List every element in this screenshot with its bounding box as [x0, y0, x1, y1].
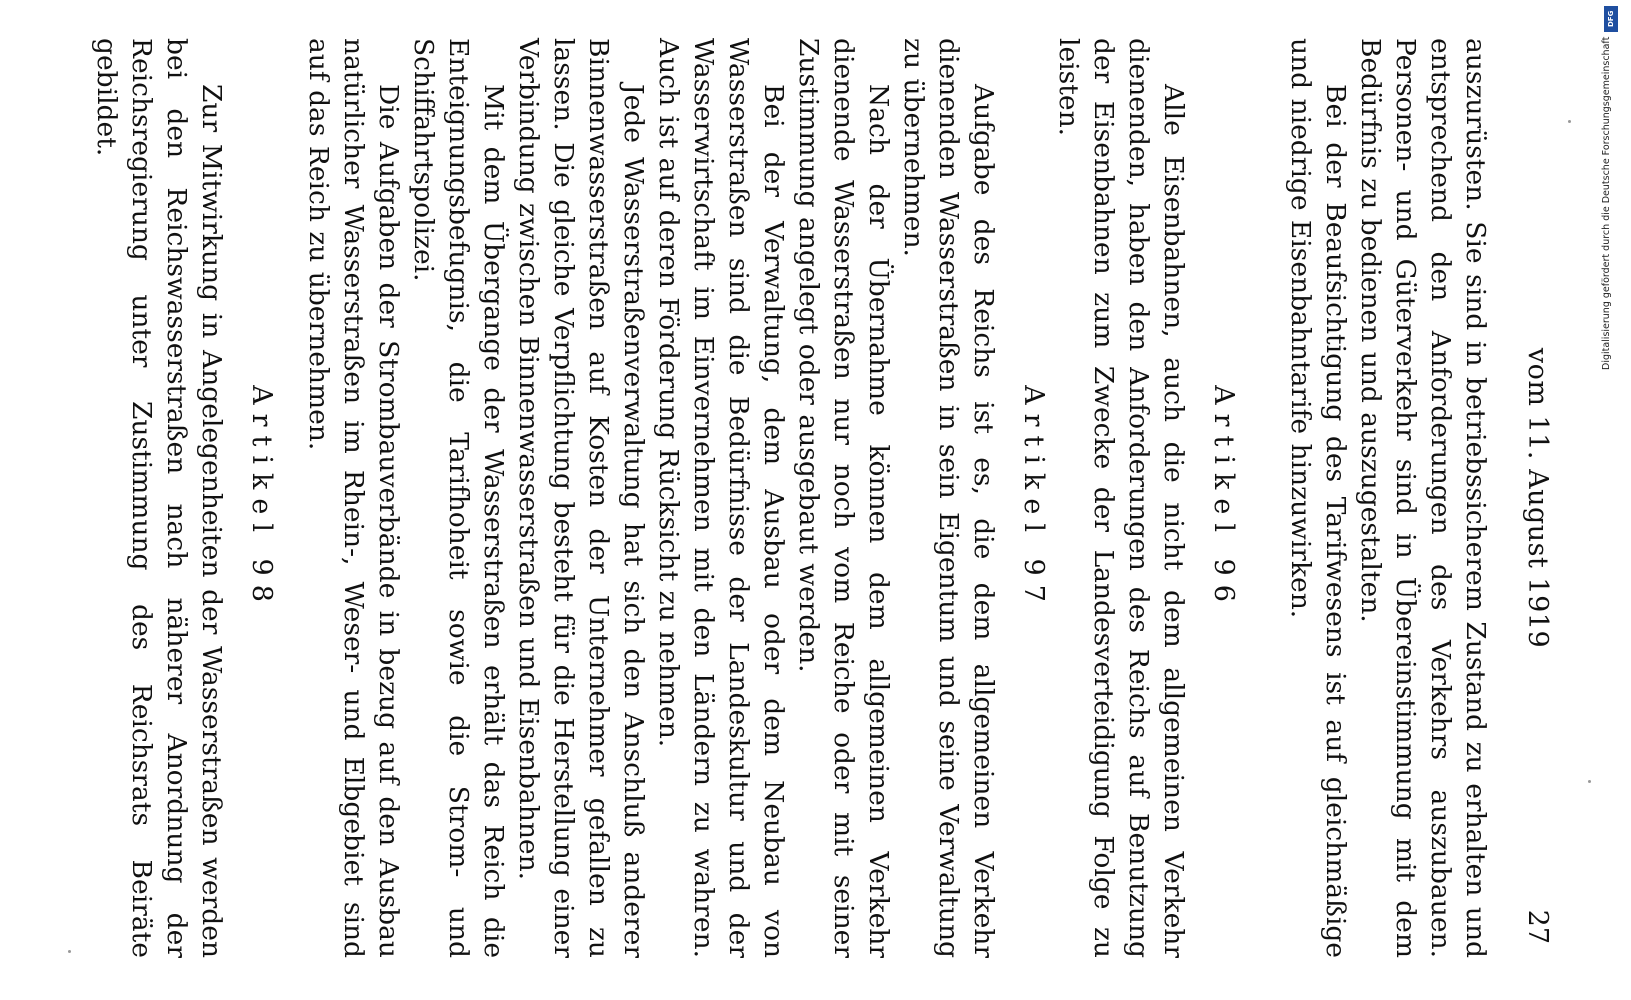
paragraph: Nach der Übernahme können dem allgemeinen Verkehr dienende Wasserstraßen nur noch vom Reiche oder mit seiner Zustimmung angelegt oder ausgebaut werden. — [793, 38, 894, 958]
article-heading: Artikel 98 — [246, 385, 277, 611]
paragraph: Mit dem Übergange der Wasserstraßen erhält das Reich die Enteignungsbefugnis, die Tarifhoheit sowie die Strom- und Schiffahrtspolizei. — [408, 38, 509, 958]
article-97 — [301, 38, 1053, 958]
dfg-logo: DFG — [1604, 6, 1618, 32]
article-98 — [89, 38, 281, 958]
paragraph: Aufgabe des Reichs ist es, die dem allgemeinen Verkehr dienenden Wasserstraßen in sein Eigentum und seine Verwaltung zu übernehmen. — [898, 38, 999, 958]
paragraph: Die Aufgaben der Strombauverbände in bezug auf den Ausbau natürlicher Wasserstraßen im Rhein-, Weser- und Elbgebiet sind auf das Reich zu übernehmen. — [303, 38, 404, 958]
digitization-notice — [1601, 0, 1621, 380]
opening-section — [1283, 38, 1493, 958]
article-heading: Artikel 97 — [1018, 385, 1049, 611]
digitization-text: Digitalisierung gefördert durch die Deutsche Forschungsgemeinschaft — [1601, 36, 1612, 370]
paragraph: Bei der Beaufsichtigung des Tarifwesens ist auf gleichmäßige und niedrige Eisenbahntarife hinzuwirken. — [1285, 38, 1351, 958]
paragraph: auszurüsten. Sie sind in betriebssicherem Zustand zu erhalten und entsprechend den Anforderungen des Verkehrs auszubauen. Personen- und Güterverkehr sind in Übereinstimmung mit dem Bedürfnis zu bedienen und auszugestalten. — [1355, 38, 1491, 958]
article-96 — [1051, 38, 1243, 958]
paragraph: Jede Wasserstraßenverwaltung hat sich den Anschluß anderer Binnenwasserstraßen auf Kosten der Unternehmer gefallen zu lassen. Die gleiche Verpflichtung besteht für die Herstellung einer Verbindung zwischen Binnenwasserstraßen und Eisenbahnen. — [513, 38, 649, 958]
scan-speck — [1568, 120, 1571, 123]
article-heading: Artikel 96 — [1208, 385, 1239, 611]
scan-speck — [68, 950, 71, 953]
header-date: vom 11. August 1919 — [1522, 347, 1553, 649]
running-header — [1513, 38, 1553, 958]
paragraph: Zur Mitwirkung in Angelegenheiten der Wasserstraßen werden bei den Reichswasserstraßen nach näherer Anordnung der Reichsregierung unter Zustimmung des Reichsrats Beiräte gebildet. — [91, 38, 227, 958]
paragraph: Alle Eisenbahnen, auch die nicht dem allgemeinen Verkehr dienenden, haben den Anforderungen des Reichs auf Benutzung der Eisenbahnen zum Zwecke der Landesverteidigung Folge zu leisten. — [1053, 38, 1189, 958]
scan-speck — [1588, 780, 1591, 783]
page-number: 27 — [1522, 909, 1553, 944]
paragraph: Bei der Verwaltung, dem Ausbau oder dem Neubau von Wasserstraßen sind die Bedürfnisse der Landeskultur und der Wasserwirtschaft im Einvernehmen mit den Ländern zu wahren. Auch ist auf deren Förderung Rücksicht zu nehmen. — [653, 38, 789, 958]
